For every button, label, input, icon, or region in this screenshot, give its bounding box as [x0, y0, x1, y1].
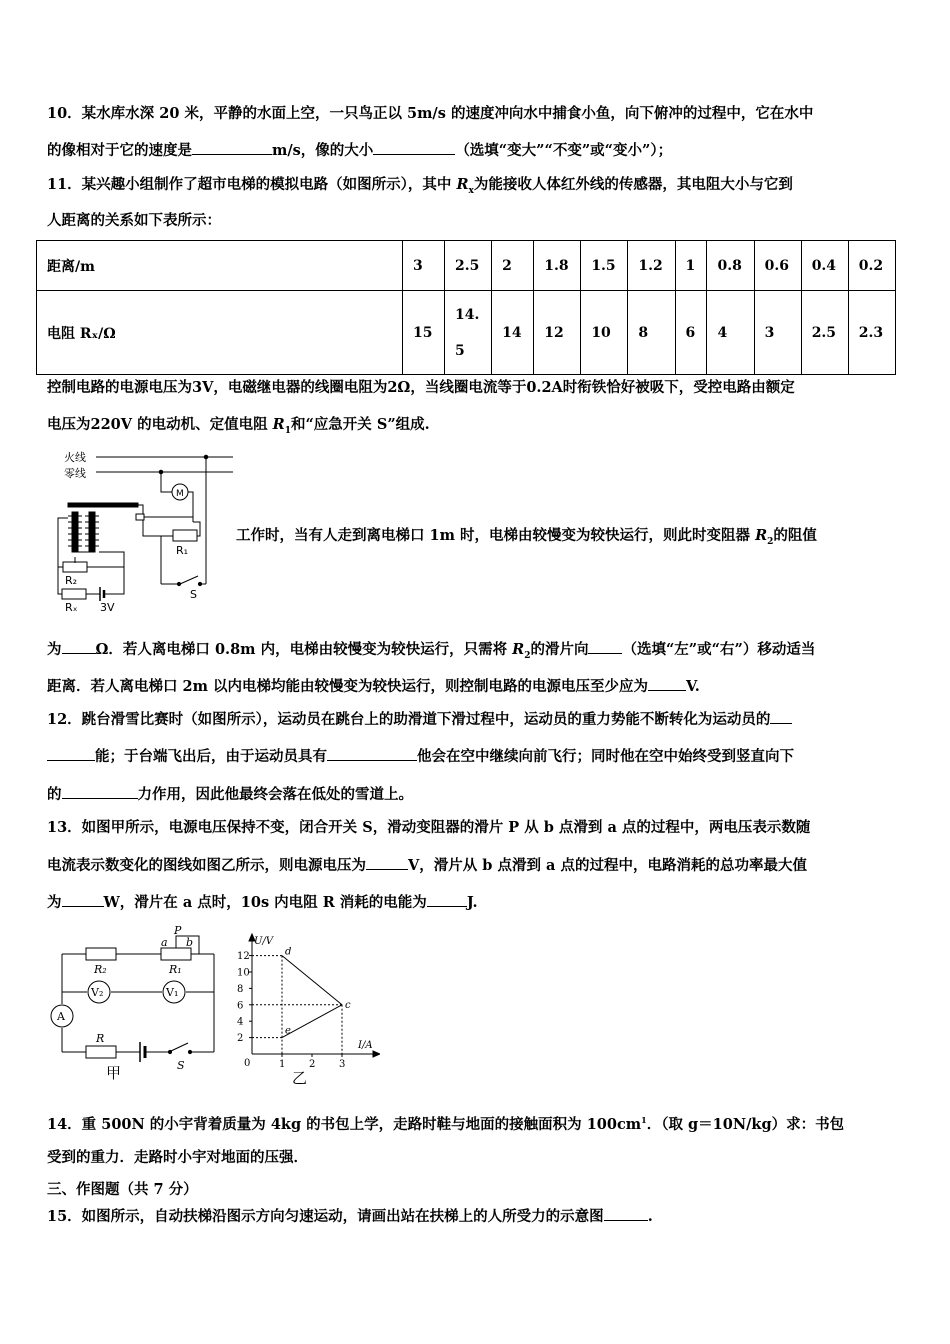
q11-r2-symbol: R	[755, 527, 768, 544]
q13-text-3b: W，滑片在 a 点时，10s 内电阻 R 消耗的电能为	[103, 894, 427, 911]
resistor-r2	[63, 562, 87, 572]
q11-after-text-a: 电压为220V 的电动机、定值电阻	[47, 416, 273, 433]
q15-text-b: .	[647, 1208, 653, 1225]
label-neutral-wire: 零线	[64, 467, 86, 480]
table-cell: 2.5	[801, 291, 848, 375]
q14-sup: 1	[641, 1115, 647, 1125]
table-cell: 3	[754, 291, 801, 375]
point-b-label: b	[186, 936, 194, 949]
q13-line3	[47, 892, 905, 913]
q12-line3	[47, 784, 905, 805]
q13-text-2a: 电流表示数变化的图线如图乙所示，则电源电压为	[47, 857, 366, 874]
q11-rx-symbol: R	[456, 176, 469, 193]
distance-resistance-table	[36, 240, 896, 375]
q12-text-2a: 能；于台端飞出后，由于运动员具有	[95, 748, 327, 765]
q11-l4-text-a: 距离．若人离电梯口 2m 以内电梯均能由较慢变为较快运行，则控制电路的电源电压至少应为	[47, 678, 649, 695]
q11-after-text-b: 和“应急开关 S”组成.	[290, 416, 430, 433]
q12-blank-energy-a[interactable]	[770, 709, 792, 724]
series-line-ec	[282, 1005, 342, 1038]
q11-l3-text-c: 的滑片向	[530, 641, 589, 658]
table-cell: 1	[675, 241, 707, 291]
table-header-resistance: 电阻 Rₓ/Ω	[37, 291, 403, 375]
q13-text-2b: V，滑片从 b 点滑到 a 点的过程中，电路消耗的总功率最大值	[408, 857, 807, 874]
slider-p-label: P	[174, 924, 182, 937]
x-tick-label: 1	[279, 1059, 286, 1070]
q13-blank-power[interactable]	[62, 892, 104, 907]
table-cell: 1.2	[628, 241, 675, 291]
q11-blank-direction[interactable]	[588, 639, 622, 654]
switch-contact	[177, 582, 180, 585]
q15-text-a: 15．如图所示，自动扶梯沿图示方向匀速运动，请画出站在扶梯上的人所受力的示意图	[47, 1208, 604, 1225]
origin-label: 0	[244, 1058, 251, 1069]
q15-blank-diagram[interactable]	[604, 1206, 648, 1221]
section-3-heading: 三、作图题（共 7 分）	[47, 1181, 198, 1198]
x-axis-arrow	[373, 1051, 380, 1057]
q11-l3-text-d: （选填“左”或“右”）移动适当	[622, 641, 816, 658]
q12-text-1: 12．跳台滑雪比赛时（如图所示），运动员在跳台上的助滑道下滑过程中，运动员的重力势能不断转化为运动员的	[47, 711, 771, 728]
x-axis-label: I/A	[358, 1040, 373, 1051]
label-live-wire: 火线	[64, 451, 86, 464]
q10-text-b: m/s，像的大小	[272, 142, 374, 159]
q11-r2-sub: 2	[767, 536, 774, 547]
q12-text-3a: 的	[47, 786, 62, 803]
table-cell: 14	[492, 291, 534, 375]
y-tick-label: 2	[237, 1033, 244, 1045]
battery-label: 3V	[100, 601, 115, 614]
q10-line2	[47, 140, 905, 161]
table-cell: 2.3	[848, 291, 895, 375]
rheostat-r1	[161, 948, 191, 960]
table-cell: 0.6	[754, 241, 801, 291]
table-cell: 2	[492, 241, 534, 291]
q14-line1	[47, 1110, 905, 1135]
table-cell: 2.5	[445, 241, 492, 291]
r1-wire	[143, 520, 173, 536]
series-line-dc	[282, 956, 342, 1005]
q11-rx-sub: x	[468, 185, 474, 196]
q11-text-b: 为能接收人体红外线的传感器，其电阻大小与它到	[473, 176, 793, 193]
resistor-r	[86, 1046, 116, 1058]
q10-blank-speed[interactable]	[192, 140, 272, 155]
control-wire	[58, 567, 62, 594]
q14-line2: 受到的重力．走路时小宇对地面的压强．	[47, 1149, 308, 1166]
point-a-label: a	[161, 936, 168, 949]
q11-line1	[47, 175, 905, 201]
q11-side-text-a: 工作时，当有人走到离电梯口 1m 时，电梯由较慢变为较快运行，则此时变阻器	[236, 527, 756, 544]
r-label: R	[96, 1032, 105, 1045]
armature-bar	[68, 503, 138, 507]
point-c-label: c	[345, 999, 351, 1011]
q15-line1	[47, 1206, 905, 1227]
q10-text-c: （选填“变大”“不变”或“变小”）；	[455, 142, 673, 159]
y-axis-label: U/V	[254, 936, 274, 947]
emergency-switch	[180, 576, 198, 584]
rx-label: Rₓ	[65, 601, 78, 614]
resistor-r2	[86, 948, 116, 960]
elevator-circuit-figure	[48, 446, 238, 616]
q11-blank-voltage[interactable]	[648, 676, 686, 691]
q13-line1: 13．如图甲所示，电源电压保持不变，闭合开关 S，滑动变阻器的滑片 P 从 b 点滑到 a 点的过程中，两电压表示数随	[47, 819, 811, 836]
table-cell: 0.4	[801, 241, 848, 291]
table-cell: 1.5	[581, 241, 628, 291]
q13-blank-energy[interactable]	[427, 892, 467, 907]
figure-caption-jia: 甲	[106, 1064, 122, 1082]
q11-line3	[47, 639, 905, 666]
q11-line4	[47, 676, 905, 697]
resistor-r1	[173, 530, 197, 541]
table-cell: 12	[534, 291, 581, 375]
q11-side-line	[236, 526, 906, 552]
point-d-label: d	[285, 946, 292, 958]
q12-blank-energy-b[interactable]	[47, 746, 95, 761]
v1-label: V₁	[166, 986, 179, 999]
q13-text-3a: 为	[47, 894, 62, 911]
q11-r1-sub: 1	[284, 425, 291, 436]
q10-text-a: 的像相对于它的速度是	[47, 142, 192, 159]
q12-text-2b: 他会在空中继续向前飞行；同时他在空中始终受到竖直向下	[417, 748, 794, 765]
table-cell: 4	[707, 291, 754, 375]
circuit-figure-jia	[44, 924, 224, 1088]
ammeter-label: A	[57, 1010, 65, 1023]
switch-s	[171, 1043, 188, 1051]
q11-l3-r2-symbol: R	[512, 641, 525, 658]
control-wire	[87, 552, 124, 567]
r1-label: R₁	[176, 544, 189, 557]
table-row-resistance	[37, 291, 896, 375]
q11-after-line1: 控制电路的电源电压为3V，电磁继电器的线圈电阻为2Ω，当线圈电流等于0.2A时衔铁恰好被吸下，受控电路由额定	[47, 379, 795, 396]
r2-label: R₂	[65, 574, 78, 587]
control-wire	[58, 518, 68, 567]
q14-text-b: ．（取 g＝10N/kg）求：书包	[646, 1115, 845, 1133]
q12-blank-force[interactable]	[62, 784, 138, 799]
q12-text-3b: 力作用，因此他最终会落在低处的雪道上。	[137, 786, 413, 803]
switch-label: S	[177, 1059, 185, 1072]
y-tick-label: 8	[237, 983, 244, 995]
table-row-distance	[37, 241, 896, 291]
contact-icon	[136, 514, 144, 520]
q10-line1: 10．某水库水深 20 米，平静的水面上空，一只鸟正以 5m/s 的速度冲向水中捕食小鱼，向下俯冲的过程中，它在水中	[47, 105, 814, 122]
table-cell: 3	[403, 241, 445, 291]
q11-l4-text-b: V.	[686, 678, 700, 695]
q12-line1	[47, 709, 905, 730]
table-header-distance: 距离/m	[37, 241, 403, 291]
table-cell: 6	[675, 291, 707, 375]
r2-label: R₂	[94, 963, 107, 976]
q13-text-3c: J.	[466, 894, 478, 911]
table-cell: 8	[628, 291, 675, 375]
sensor-rx	[62, 589, 86, 599]
switch-label: S	[190, 588, 197, 601]
q14-text-a: 14．重 500N 的小宇背着质量为 4kg 的书包上学，走路时鞋与地面的接触面积为 100cm	[47, 1115, 642, 1133]
table-cell: 1.8	[534, 241, 581, 291]
control-wire	[104, 567, 124, 594]
x-tick-label: 3	[339, 1059, 346, 1070]
table-cell-line: 14.	[455, 306, 480, 323]
table-cell: 0.8	[707, 241, 754, 291]
table-cell: 15	[403, 291, 445, 375]
q11-blank-resistance[interactable]	[62, 639, 96, 654]
q11-side-text-b: 的阻值	[773, 527, 817, 544]
table-cell: 0.2	[848, 241, 895, 291]
x-tick-label: 2	[309, 1059, 316, 1070]
y-tick-label: 12	[237, 951, 250, 963]
q11-line2: 人距离的关系如下表所示：	[47, 212, 221, 229]
table-cell	[445, 291, 492, 375]
armature-pivot	[138, 505, 143, 514]
motor-label: M	[176, 489, 184, 499]
q10-blank-size[interactable]	[373, 140, 455, 155]
q12-line2	[47, 746, 905, 767]
q11-l3-r2-sub: 2	[524, 650, 531, 661]
point-e-label: e	[285, 1025, 291, 1037]
q12-blank-inertia[interactable]	[327, 746, 417, 761]
r1-label: R₁	[169, 963, 182, 976]
motor-wire	[161, 472, 172, 492]
q11-r1-symbol: R	[272, 416, 285, 433]
q13-line2	[47, 855, 905, 876]
v2-label: V₂	[91, 986, 104, 999]
voltage-current-chart	[230, 924, 380, 1088]
q13-blank-voltage[interactable]	[366, 855, 408, 870]
table-cell-line: 5	[455, 342, 465, 359]
y-tick-label: 4	[237, 1016, 244, 1028]
y-tick-label: 10	[237, 967, 250, 979]
q11-after-line2	[47, 415, 905, 441]
q11-text-a: 11．某兴趣小组制作了超市电梯的模拟电路（如图所示），其中	[47, 176, 457, 193]
q11-l3-text-a: 为	[47, 641, 62, 658]
q11-l3-text-b: Ω．若人离电梯口 0.8m 内，电梯由较慢变为较快运行，只需将	[95, 641, 513, 658]
table-cell: 10	[581, 291, 628, 375]
y-tick-label: 6	[237, 1000, 244, 1012]
figure-caption-yi: 乙	[292, 1069, 308, 1087]
